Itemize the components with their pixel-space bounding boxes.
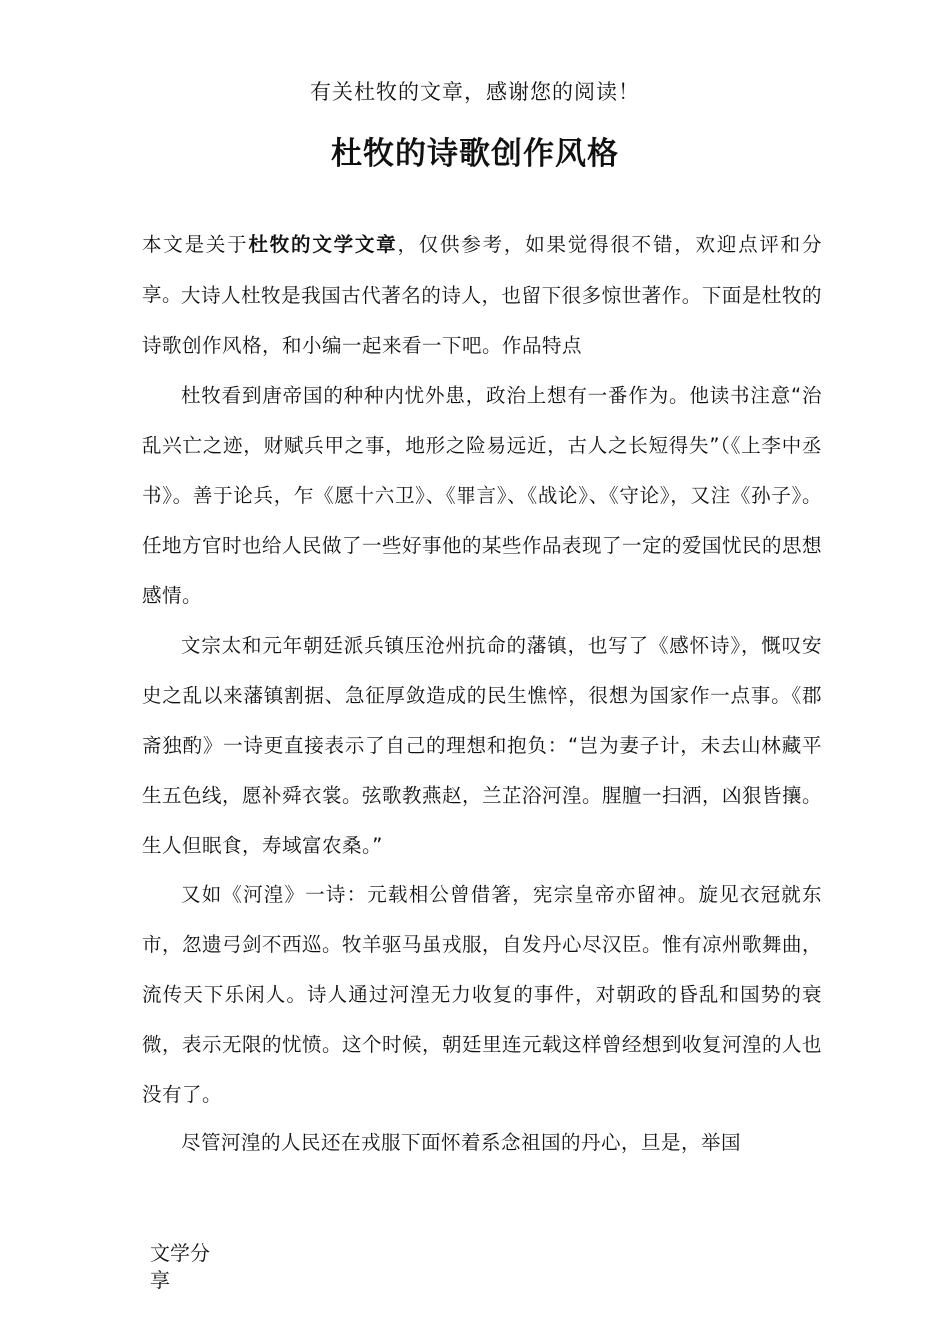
paragraph-1 [142,271,822,371]
paragraph-3 [142,621,822,871]
paragraph-text: 又如《河湟》一诗：元载相公曾借箸，宪宗皇帝亦留神。旋见衣冠就东市，忽遗弓剑不西巡。牧羊驱马虽戎服，自发丹心尽汉臣。惟有凉州歌舞曲，流传天下乐闲人。诗人通过河湟无力收复的事件，对朝政的昏乱和国势的衰微，表示无限的忧愤。这个时候，朝廷里连元载这样曾经想到收复河湟的人也没有了。 [142,883,823,1106]
paragraph-2 [142,371,822,621]
footer-label: 文学分享 [150,1241,210,1292]
paragraph-text: 大诗人杜牧是我国古代著名的诗人，也留下很多惊世著作。下面是杜牧的诗歌创作风格，和小编一起来看一下吧。作品特点 [142,284,822,357]
top-note: 有关杜牧的文章，感谢您的阅读！ [310,80,640,104]
intro-suffix: ，仅供参考，如果觉得很不错，欢迎点评和分享。 [142,233,822,306]
paragraph-text: 杜牧看到唐帝国的种种内忧外患，政治上想有一番作为。他读书注意“治乱兴亡之迹，财赋兵甲之事，地形之险易远近，古人之长短得失”（《上李中丞书》。善于论兵，乍《愿十六卫》、《罪言》、《战论》、《守论》，又注《孙子》。任地方官时也给人民做了一些好事他的某些作品表现了一定的爱国忧民的思想感情。 [142,384,823,607]
paragraph-text: 文宗太和元年朝廷派兵镇压沧州抗命的藩镇，也写了《感怀诗》，慨叹安史之乱以来藩镇割据、急征厚敛造成的民生憔悴，很想为国家作一点事。《郡斋独酌》一诗更直接表示了自己的理想和抱负：“岂为妻子计，未去山林藏平生五色线，愿补舜衣裳。弦歌教燕赵，兰芷浴河湟。腥膻一扫洒，凶狠皆攘。生人但眠食，寿域富农桑。” [142,634,823,857]
intro-highlight: 杜牧的文学文章 [248,233,398,256]
paragraph-5 [142,1118,822,1168]
intro-prefix: 本文是关于 [142,233,249,256]
article-title: 杜牧的诗歌创作风格 [331,136,619,172]
paragraph-text: 尽管河湟的人民还在戎服下面怀着系念祖国的丹心，旦是，举国 [181,1131,742,1154]
paragraph-4 [142,870,822,1120]
